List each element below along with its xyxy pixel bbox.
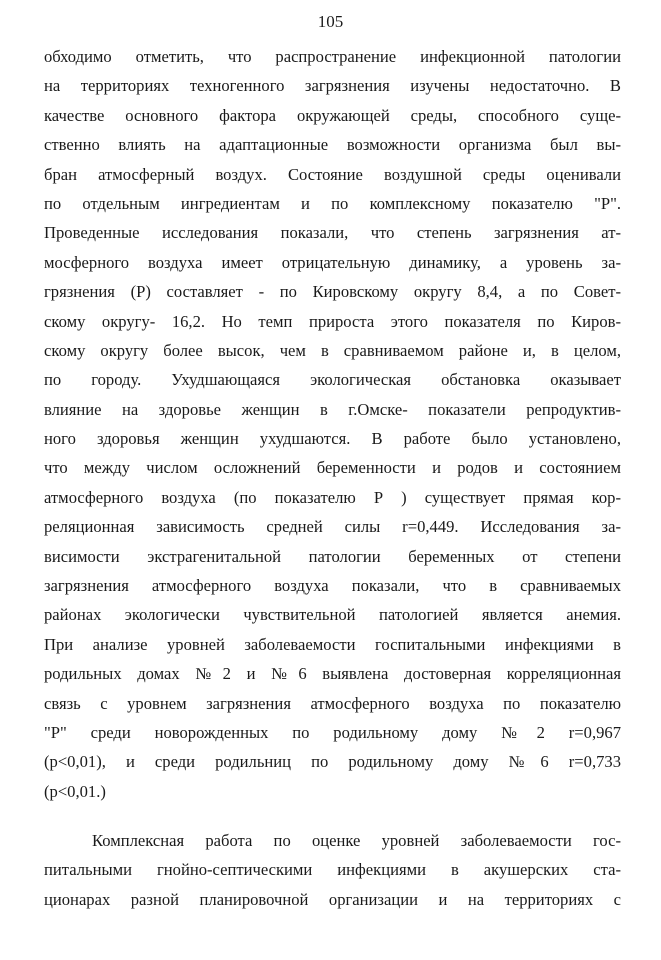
text-line: по отдельным ингредиентам и по комплексному показателю "Р". xyxy=(44,193,621,213)
text-line: ного здоровья женщин ухудшаются. В работе было установлено, xyxy=(44,429,621,449)
text-line: загрязнения атмосферного воздуха показали, что в сравниваемых xyxy=(44,576,621,596)
text-line: связь с уровнем загрязнения атмосферного воздуха по показателю xyxy=(44,693,621,713)
text-line: что между числом осложнений беременности и родов и состоянием xyxy=(44,458,621,478)
text-line: (р<0,01), и среди родильниц по родильному дому №6 r=0,733 xyxy=(44,752,621,772)
text-line: грязнения (Р) составляет - по Кировскому округу 8,4, а по Совет- xyxy=(44,282,621,302)
text-line: "Р" среди новорожденных по родильному дому №2 r=0,967 xyxy=(44,722,621,742)
paragraph-1 xyxy=(44,42,621,806)
page-number: 105 xyxy=(317,12,344,31)
text-line: скому округу- 16,2. Но темп прироста этого показателя по Киров- xyxy=(44,311,621,331)
text-line: реляционная зависимость средней силы r=0,449. Исследования за- xyxy=(44,517,621,537)
text-line: ционарах разной планировочной организации и на территориях с xyxy=(44,889,621,909)
text-line: При анализе уровней заболеваемости госпитальными инфекциями в xyxy=(44,634,621,654)
text-line: питальными гнойно-септическими инфекциями в акушерских ста- xyxy=(44,860,621,880)
text-line: мосферного воздуха имеет отрицательную динамику, а уровень за- xyxy=(44,252,621,272)
text-line: влияние на здоровье женщин в г.Омске- показатели репродуктив- xyxy=(44,399,621,419)
text-line: обходимо отметить, что распространение инфекционной патологии xyxy=(44,47,621,66)
text-line: на территориях техногенного загрязнения изучены недостаточно. В xyxy=(44,76,621,96)
text-line: районах экологически чувствительной патологией является анемия. xyxy=(44,605,621,625)
text-line: бран атмосферный воздух. Состояние воздушной среды оценивали xyxy=(44,164,621,184)
text-line: качестве основного фактора окружающей среды, способного суще- xyxy=(44,105,621,125)
paragraph-2 xyxy=(44,826,621,914)
text-line: по городу. Ухудшающаяся экологическая обстановка оказывает xyxy=(44,370,621,390)
text-line: скому округу более высок, чем в сравниваемом районе и, в целом, xyxy=(44,340,621,360)
text-line: Проведенные исследования показали, что степень загрязнения ат- xyxy=(44,223,621,243)
text-line: Комплексная работа по оценке уровней заболеваемости гос- xyxy=(92,831,621,850)
text-line: (р<0,01.) xyxy=(44,781,106,801)
text-line: атмосферного воздуха (по показателю Р ) существует прямая кор- xyxy=(44,487,621,507)
text-line: родильных домах №2 и №6 выявлена достоверная корреляционная xyxy=(44,664,621,684)
text-line: ственно влиять на адаптационные возможности организма был вы- xyxy=(44,135,621,155)
text-line: висимости экстрагенитальной патологии беременных от степени xyxy=(44,546,621,566)
